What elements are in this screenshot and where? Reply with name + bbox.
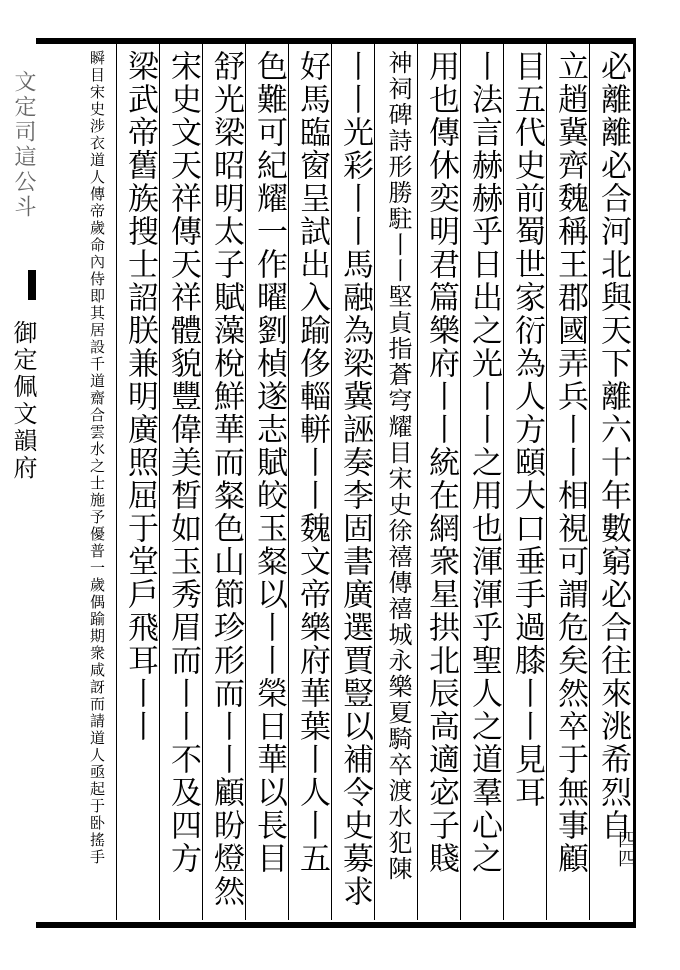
column-rule: [116, 44, 117, 920]
column-rule: [589, 44, 590, 920]
text-column: 神祠碑詩形勝駐丨丨堅貞指蒼穹耀目宋史徐禧傳禧城永樂夏騎卒渡水犯陳: [384, 50, 412, 882]
column-rule: [202, 44, 203, 920]
text-column: 梁武帝舊族搜士詔朕兼明廣照屈于堂戶飛耳丨丨: [122, 50, 158, 743]
text-column: 宋史文天祥傳天祥體貌豐偉美晳如玉秀眉而丨丨不及四方: [165, 50, 201, 875]
margin-running-text: 文定司這公斗: [11, 70, 36, 220]
column-rule: [288, 44, 289, 920]
text-column: 丨丨光彩丨丨馬融為梁冀誣奏李固書廣選賈豎以補令史募求: [337, 50, 373, 908]
column-rule: [503, 44, 504, 920]
page-margin: [0, 0, 36, 970]
column-rule: [417, 44, 418, 920]
text-column: 必離離必合河北與天下離六十年數窮必合往來洮希烈自: [595, 50, 631, 842]
book-title: 御定佩文韻府: [9, 320, 37, 482]
column-rule: [460, 44, 461, 920]
column-rule: [546, 44, 547, 920]
column-rule: [374, 44, 375, 920]
text-column: 好馬臨窗呈試出入踰侈輜軿丨丨魏文帝樂府華葉丨人丨五: [294, 50, 330, 875]
page-number: 四四: [615, 830, 636, 868]
text-column: 目五代史前蜀世家衍為人方頤大口垂手過膝丨丨見耳: [509, 50, 545, 809]
column-rule: [245, 44, 246, 920]
text-column: 用也傳休奕明君篇樂府丨丨統在網衆星拱北辰高適宓子賤: [423, 50, 459, 875]
column-rule: [159, 44, 160, 920]
text-column: 舒光梁昭明太子賦藻梲鮮華而粲色山節珍形而丨丨顧盼燈然: [208, 50, 244, 908]
text-column: 瞬目宋史涉衣道人傳帝歲命內侍即其居設千道齋合雲水之士施予優普一歲偶踰期衆咸訝而請道人亟起于卧搖手: [88, 50, 106, 866]
text-column: 丨法言赫赫乎日出之光丨丨之用也渾渾乎聖人之道羣心之: [466, 50, 502, 875]
text-column: 色難可紀耀一作曜劉楨遂志賦皎玉粲以丨丨榮日華以長目: [251, 50, 287, 875]
column-rule: [331, 44, 332, 920]
margin-marker: [28, 270, 36, 300]
text-column: 立趙冀齊魏稱王郡國弄兵丨丨相視可謂危矣然卒于無事顧: [552, 50, 588, 875]
